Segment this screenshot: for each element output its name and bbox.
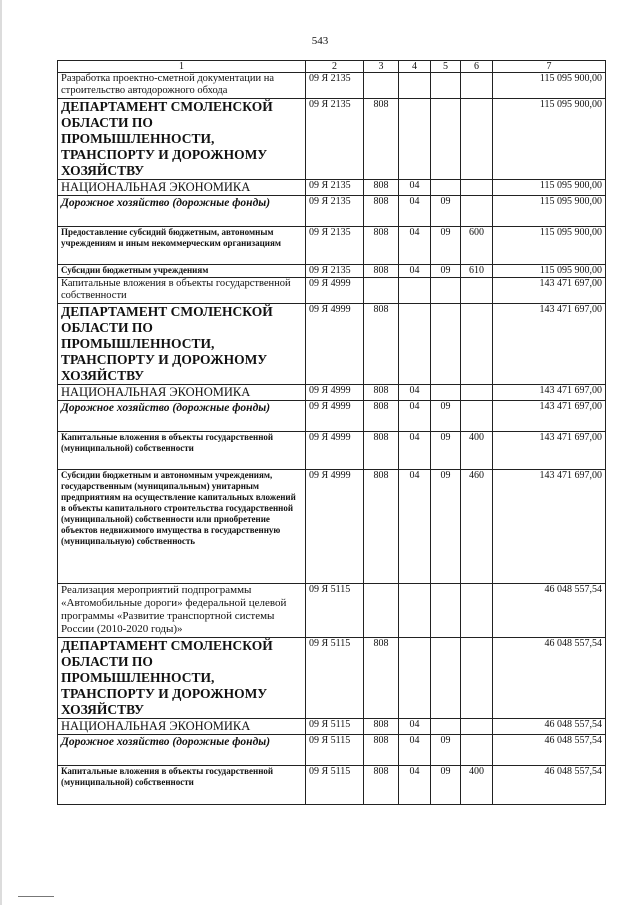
cell-section: 04 bbox=[399, 180, 431, 196]
cell-grbs: 808 bbox=[364, 265, 399, 278]
cell-section: 04 bbox=[399, 719, 431, 735]
cell-target-article: 09 Я 5115 bbox=[306, 766, 364, 805]
table-row bbox=[58, 196, 606, 227]
cell-subsection bbox=[431, 99, 461, 180]
cell-target-article: 09 Я 2135 bbox=[306, 180, 364, 196]
cell-amount: 143 471 697,00 bbox=[493, 401, 606, 432]
cell-expense-type bbox=[461, 401, 493, 432]
cell-expense-type bbox=[461, 735, 493, 766]
cell-target-article: 09 Я 4999 bbox=[306, 385, 364, 401]
table-row bbox=[58, 265, 606, 278]
header-cell-csr: 2 bbox=[306, 61, 364, 73]
cell-target-article: 09 Я 2135 bbox=[306, 73, 364, 99]
cell-grbs: 808 bbox=[364, 304, 399, 385]
table-row bbox=[58, 470, 606, 584]
cell-amount: 143 471 697,00 bbox=[493, 278, 606, 304]
cell-section bbox=[399, 584, 431, 638]
cell-section bbox=[399, 73, 431, 99]
cell-amount: 115 095 900,00 bbox=[493, 73, 606, 99]
cell-amount: 46 048 557,54 bbox=[493, 719, 606, 735]
cell-section: 04 bbox=[399, 196, 431, 227]
cell-section bbox=[399, 304, 431, 385]
cell-amount: 46 048 557,54 bbox=[493, 638, 606, 719]
cell-section: 04 bbox=[399, 735, 431, 766]
cell-section bbox=[399, 638, 431, 719]
cell-subsection bbox=[431, 584, 461, 638]
cell-grbs: 808 bbox=[364, 180, 399, 196]
table-row bbox=[58, 584, 606, 638]
cell-subsection: 09 bbox=[431, 227, 461, 265]
cell-name: Дорожное хозяйство (дорожные фонды) bbox=[58, 735, 306, 766]
table-row bbox=[58, 278, 606, 304]
cell-grbs bbox=[364, 278, 399, 304]
cell-name: НАЦИОНАЛЬНАЯ ЭКОНОМИКА bbox=[58, 719, 306, 735]
cell-expense-type bbox=[461, 99, 493, 180]
cell-section: 04 bbox=[399, 401, 431, 432]
scan-edge-line bbox=[0, 0, 2, 905]
cell-target-article: 09 Я 5115 bbox=[306, 735, 364, 766]
table-row bbox=[58, 638, 606, 719]
cell-grbs bbox=[364, 584, 399, 638]
cell-subsection: 09 bbox=[431, 470, 461, 584]
table-row bbox=[58, 227, 606, 265]
cell-amount: 115 095 900,00 bbox=[493, 99, 606, 180]
cell-amount: 115 095 900,00 bbox=[493, 180, 606, 196]
cell-expense-type bbox=[461, 385, 493, 401]
cell-name: ДЕПАРТАМЕНТ СМОЛЕНСКОЙ ОБЛАСТИ ПО ПРОМЫШЛЕННОСТИ, ТРАНСПОРТУ И ДОРОЖНОМУ ХОЗЯЙСТВУ bbox=[58, 99, 306, 180]
table-row bbox=[58, 304, 606, 385]
cell-section: 04 bbox=[399, 470, 431, 584]
cell-grbs: 808 bbox=[364, 470, 399, 584]
header-cell-amount: 7 bbox=[493, 61, 606, 73]
cell-name: Дорожное хозяйство (дорожные фонды) bbox=[58, 401, 306, 432]
cell-expense-type bbox=[461, 196, 493, 227]
table-row bbox=[58, 73, 606, 99]
cell-subsection: 09 bbox=[431, 432, 461, 470]
cell-amount: 143 471 697,00 bbox=[493, 470, 606, 584]
cell-target-article: 09 Я 4999 bbox=[306, 401, 364, 432]
cell-subsection bbox=[431, 385, 461, 401]
cell-grbs: 808 bbox=[364, 432, 399, 470]
cell-subsection bbox=[431, 73, 461, 99]
cell-subsection bbox=[431, 719, 461, 735]
header-row bbox=[58, 61, 606, 73]
cell-amount: 143 471 697,00 bbox=[493, 304, 606, 385]
cell-name: Субсидии бюджетным учреждениям bbox=[58, 265, 306, 278]
cell-subsection bbox=[431, 180, 461, 196]
cell-amount: 143 471 697,00 bbox=[493, 385, 606, 401]
table-row bbox=[58, 766, 606, 805]
cell-target-article: 09 Я 4999 bbox=[306, 278, 364, 304]
cell-section: 04 bbox=[399, 432, 431, 470]
header-cell-expense-type: 6 bbox=[461, 61, 493, 73]
cell-subsection: 09 bbox=[431, 265, 461, 278]
table-body bbox=[58, 73, 606, 805]
cell-subsection bbox=[431, 638, 461, 719]
cell-amount: 143 471 697,00 bbox=[493, 432, 606, 470]
cell-section bbox=[399, 278, 431, 304]
table-row bbox=[58, 180, 606, 196]
cell-grbs: 808 bbox=[364, 766, 399, 805]
cell-subsection: 09 bbox=[431, 196, 461, 227]
cell-expense-type bbox=[461, 180, 493, 196]
cell-target-article: 09 Я 2135 bbox=[306, 227, 364, 265]
cell-amount: 115 095 900,00 bbox=[493, 196, 606, 227]
cell-grbs: 808 bbox=[364, 401, 399, 432]
cell-expense-type bbox=[461, 304, 493, 385]
cell-name: ДЕПАРТАМЕНТ СМОЛЕНСКОЙ ОБЛАСТИ ПО ПРОМЫШЛЕННОСТИ, ТРАНСПОРТУ И ДОРОЖНОМУ ХОЗЯЙСТВУ bbox=[58, 304, 306, 385]
table-row bbox=[58, 432, 606, 470]
cell-name: НАЦИОНАЛЬНАЯ ЭКОНОМИКА bbox=[58, 180, 306, 196]
cell-name: Капитальные вложения в объекты государственной собственности bbox=[58, 278, 306, 304]
header-cell-grbs: 3 bbox=[364, 61, 399, 73]
budget-table bbox=[57, 60, 606, 805]
cell-name: Реализация мероприятий подпрограммы «Автомобильные дороги» федеральной целевой программы «Развитие транспортной системы России (2010-2020 годы)» bbox=[58, 584, 306, 638]
cell-name: Дорожное хозяйство (дорожные фонды) bbox=[58, 196, 306, 227]
cell-amount: 46 048 557,54 bbox=[493, 584, 606, 638]
cell-name: ДЕПАРТАМЕНТ СМОЛЕНСКОЙ ОБЛАСТИ ПО ПРОМЫШЛЕННОСТИ, ТРАНСПОРТУ И ДОРОЖНОМУ ХОЗЯЙСТВУ bbox=[58, 638, 306, 719]
cell-target-article: 09 Я 2135 bbox=[306, 99, 364, 180]
cell-grbs: 808 bbox=[364, 719, 399, 735]
cell-expense-type bbox=[461, 719, 493, 735]
cell-grbs: 808 bbox=[364, 385, 399, 401]
cell-section: 04 bbox=[399, 265, 431, 278]
header-cell-name: 1 bbox=[58, 61, 306, 73]
cell-expense-type bbox=[461, 278, 493, 304]
cell-name: Разработка проектно-сметной документации на строительство автодорожного обхода bbox=[58, 73, 306, 99]
cell-target-article: 09 Я 4999 bbox=[306, 304, 364, 385]
scan-bottom-mark bbox=[18, 896, 54, 897]
cell-target-article: 09 Я 5115 bbox=[306, 638, 364, 719]
cell-target-article: 09 Я 4999 bbox=[306, 432, 364, 470]
cell-grbs: 808 bbox=[364, 196, 399, 227]
cell-name: НАЦИОНАЛЬНАЯ ЭКОНОМИКА bbox=[58, 385, 306, 401]
cell-expense-type: 460 bbox=[461, 470, 493, 584]
cell-target-article: 09 Я 4999 bbox=[306, 470, 364, 584]
cell-name: Субсидии бюджетным и автономным учреждениям, государственным (муниципальным) унитарным предприятиям на осуществление капитальных вложений в объекты капитального строительства государственной (муниципальной) собственности или приобретение объектов недвижимого имущества в государственную (муниципальную) собственность bbox=[58, 470, 306, 584]
cell-subsection bbox=[431, 304, 461, 385]
cell-amount: 115 095 900,00 bbox=[493, 265, 606, 278]
cell-section: 04 bbox=[399, 766, 431, 805]
cell-section: 04 bbox=[399, 385, 431, 401]
cell-subsection bbox=[431, 278, 461, 304]
table-row bbox=[58, 99, 606, 180]
cell-expense-type bbox=[461, 73, 493, 99]
cell-subsection: 09 bbox=[431, 735, 461, 766]
header-cell-subsection: 5 bbox=[431, 61, 461, 73]
cell-target-article: 09 Я 2135 bbox=[306, 196, 364, 227]
table-row bbox=[58, 385, 606, 401]
page-number: 543 bbox=[311, 35, 329, 47]
cell-name: Капитальные вложения в объекты государственной (муниципальной) собственности bbox=[58, 432, 306, 470]
cell-name: Капитальные вложения в объекты государственной (муниципальной) собственности bbox=[58, 766, 306, 805]
table-row bbox=[58, 735, 606, 766]
cell-grbs: 808 bbox=[364, 735, 399, 766]
cell-subsection: 09 bbox=[431, 401, 461, 432]
cell-section: 04 bbox=[399, 227, 431, 265]
cell-grbs: 808 bbox=[364, 227, 399, 265]
cell-grbs bbox=[364, 73, 399, 99]
table-row bbox=[58, 401, 606, 432]
cell-name: Предоставление субсидий бюджетным, автономным учреждениям и иным некоммерческим организациям bbox=[58, 227, 306, 265]
cell-expense-type bbox=[461, 584, 493, 638]
cell-grbs: 808 bbox=[364, 99, 399, 180]
cell-grbs: 808 bbox=[364, 638, 399, 719]
cell-expense-type bbox=[461, 638, 493, 719]
cell-target-article: 09 Я 2135 bbox=[306, 265, 364, 278]
cell-target-article: 09 Я 5115 bbox=[306, 584, 364, 638]
cell-target-article: 09 Я 5115 bbox=[306, 719, 364, 735]
cell-expense-type: 610 bbox=[461, 265, 493, 278]
table-row bbox=[58, 719, 606, 735]
header-cell-section: 4 bbox=[399, 61, 431, 73]
cell-subsection: 09 bbox=[431, 766, 461, 805]
cell-expense-type: 400 bbox=[461, 432, 493, 470]
cell-amount: 46 048 557,54 bbox=[493, 766, 606, 805]
cell-expense-type: 600 bbox=[461, 227, 493, 265]
cell-section bbox=[399, 99, 431, 180]
cell-amount: 46 048 557,54 bbox=[493, 735, 606, 766]
cell-expense-type: 400 bbox=[461, 766, 493, 805]
cell-amount: 115 095 900,00 bbox=[493, 227, 606, 265]
